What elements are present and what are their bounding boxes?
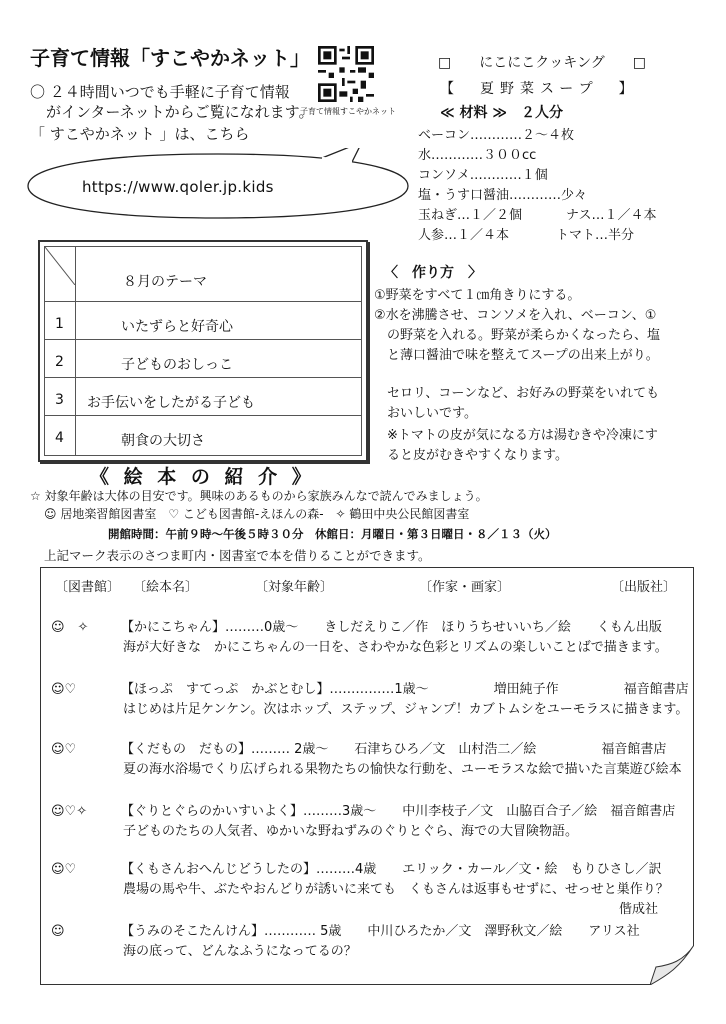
column-header: 〔絵本名〕 xyxy=(133,580,199,595)
row-number: 3 xyxy=(55,392,64,408)
ingredient: 塩・うす口醤油…………少々 xyxy=(418,188,588,203)
website-link[interactable]: https://www.qoler.jp.kids xyxy=(82,178,274,196)
library-icons: ☺♡✧ xyxy=(51,804,88,819)
book-info: 【かにこちゃん】………0歳～ きしだえりこ／作 ほりうちせいいち／絵 くもん出版 xyxy=(121,620,662,635)
table-row xyxy=(45,377,361,414)
library-icons: ☺♡ xyxy=(51,862,77,877)
recipe-tip: おいしいです。 xyxy=(374,406,477,421)
recipe-step: ①野菜をすべて１㎝角きりにする。 xyxy=(374,288,581,303)
intro-line: がインターネットからご覧になれます。 xyxy=(46,103,314,121)
book-title-line xyxy=(51,920,640,939)
column-header: 〔対象年齢〕 xyxy=(255,580,334,595)
intro-line: 〇 ２４時間いつでも手軽に子育て情報 xyxy=(30,83,290,101)
page-title: 子育て情報「すこやかネット」 xyxy=(30,46,310,70)
page-curl xyxy=(650,945,694,985)
diagonal-line xyxy=(45,247,75,285)
qr-caption: 子育て情報すこやかネット xyxy=(300,107,396,116)
book-description: 子どものたちの人気者、ゆかいな野ねずみのぐりとぐら、海での大冒険物語。 xyxy=(123,824,579,839)
recipe-step: と薄口醤油で味を整えてスープの出来上がり。 xyxy=(374,348,659,363)
book-info: 【ほっぷ すてっぷ かぶとむし】……………1歳～ 増田純子作 福音館書店 xyxy=(121,682,689,697)
book-info: 【うみのそこたんけん】………… 5歳 中川ひろたか／文 澤野秋文／絵 アリス社 xyxy=(121,924,640,939)
library-icons: ☺♡ xyxy=(51,742,77,757)
book-info: 【くだもの だもの】……… 2歳～ 石津ちひろ／文 山村浩二／絵 福音館書店 xyxy=(121,742,667,757)
book-title-line xyxy=(51,800,675,819)
library-icons: ☺ ✧ xyxy=(51,620,89,635)
row-number: 1 xyxy=(55,316,64,332)
books-table xyxy=(40,567,694,985)
column-header: 〔出版社〕 xyxy=(611,580,677,595)
book-title-line xyxy=(51,858,662,877)
row-label: 朝食の大切さ xyxy=(121,433,205,449)
library-legend: ☺ 居地楽習館図書室 ♡ こども図書館-えほんの森- ✧ 鶴田中央公民館図書室 xyxy=(44,507,470,521)
row-number: 2 xyxy=(55,354,64,370)
book-info: 【ぐりとぐらのかいすいよく】………3歳～ 中川李枝子／文 山脇百合子／絵 福音館書店 xyxy=(121,804,676,819)
ingredient: 玉ねぎ…１／２個 xyxy=(418,208,523,223)
book-description: 海が大好きな かにこちゃんの一日を、さわやかな色彩とリズムの楽しいことばで描きます。 xyxy=(123,640,668,655)
borrow-note: 上記マーク表示のさつま町内・図書室で本を借りることができます。 xyxy=(44,548,431,563)
book-title-line xyxy=(51,678,689,697)
book-description: 海の底って、どんなふうになってるの？ xyxy=(123,944,357,959)
library-icons: ☺♡ xyxy=(51,682,77,697)
library-icons: ☺ xyxy=(51,924,65,939)
recipe-step: の野菜を入れる。野菜が柔らかくなったら、塩 xyxy=(374,328,661,343)
recipe-subtitle: 【 夏野菜スープ 】 xyxy=(440,81,639,97)
row-label: お手伝いをしたがる子ども xyxy=(87,395,255,411)
theme-heading: ８月のテーマ xyxy=(123,274,207,290)
book-description: 夏の海水浴場でくり広げられる果物たちの愉快な行動を、ユーモラスな絵で描いた言葉遊び絵本 xyxy=(123,762,682,777)
row-label: 子どものおしっこ xyxy=(121,357,233,373)
ingredient: 人参…１／４本 xyxy=(418,228,510,243)
recipe-step: ②水を沸騰させ、コンソメを入れ、ベーコン、① xyxy=(374,308,657,323)
row-number: 4 xyxy=(55,430,64,446)
ingredient: コンソメ…………１個 xyxy=(418,168,548,183)
recipe-tip: ※トマトの皮が気になる方は湯むきや冷凍にす xyxy=(374,428,658,443)
publisher-extra: 偕成社 xyxy=(619,902,659,917)
ingredient: トマト…半分 xyxy=(556,228,635,243)
book-title-line xyxy=(51,738,666,757)
ingredient: 水…………３００cc xyxy=(418,148,537,163)
ingredient: ベーコン…………２～４枚 xyxy=(418,128,575,143)
qr-code[interactable] xyxy=(316,46,376,102)
ingredient: ナス…１／４本 xyxy=(566,208,657,223)
recipe-tip: ると皮がむきやすくなります。 xyxy=(374,448,568,463)
row-label: いたずらと好奇心 xyxy=(121,319,233,335)
table-row xyxy=(45,339,361,376)
book-title-line xyxy=(51,616,662,635)
books-heading: 《 絵 本 の 紹 介 》 xyxy=(90,466,315,488)
book-info: 【くもさんおへんじどうしたの】………4歳 エリック・カール／文・絵 もりひさし／訳 xyxy=(121,862,662,877)
materials-heading: ≪ 材料 ≫ ２人分 xyxy=(440,105,564,121)
column-header: 〔図書館〕 xyxy=(55,580,121,595)
recipe-tip: セロリ、コーンなど、お好みの野菜をいれても xyxy=(374,386,660,401)
age-note: ☆ 対象年齢は大体の目安です。興味のあるものから家族みんなで読んでみましょう。 xyxy=(30,489,488,503)
table-row xyxy=(45,415,361,452)
book-description: はじめは片足ケンケン。次はホップ、ステップ、ジャンプ！カブトムシをユーモラスに描きます。 xyxy=(123,702,689,717)
column-header: 〔作家・画家〕 xyxy=(419,580,511,595)
recipe-title: □ にこにこクッキング □ xyxy=(438,55,647,71)
book-description: 農場の馬や牛、ぶたやおんどりが誘いに来ても くもさんは返事もせずに、せっせと巣作り？ xyxy=(123,882,669,897)
howto-heading: 〈 作り方 〉 xyxy=(384,265,482,281)
opening-hours: 開館時間：午前９時～午後５時３０分 休館日：月曜日・第３日曜日・８／１３（火） xyxy=(108,527,557,541)
intro-line: 「 すこやかネット 」は、こちら xyxy=(30,125,250,143)
table-row xyxy=(45,301,361,338)
theme-table xyxy=(38,240,368,462)
